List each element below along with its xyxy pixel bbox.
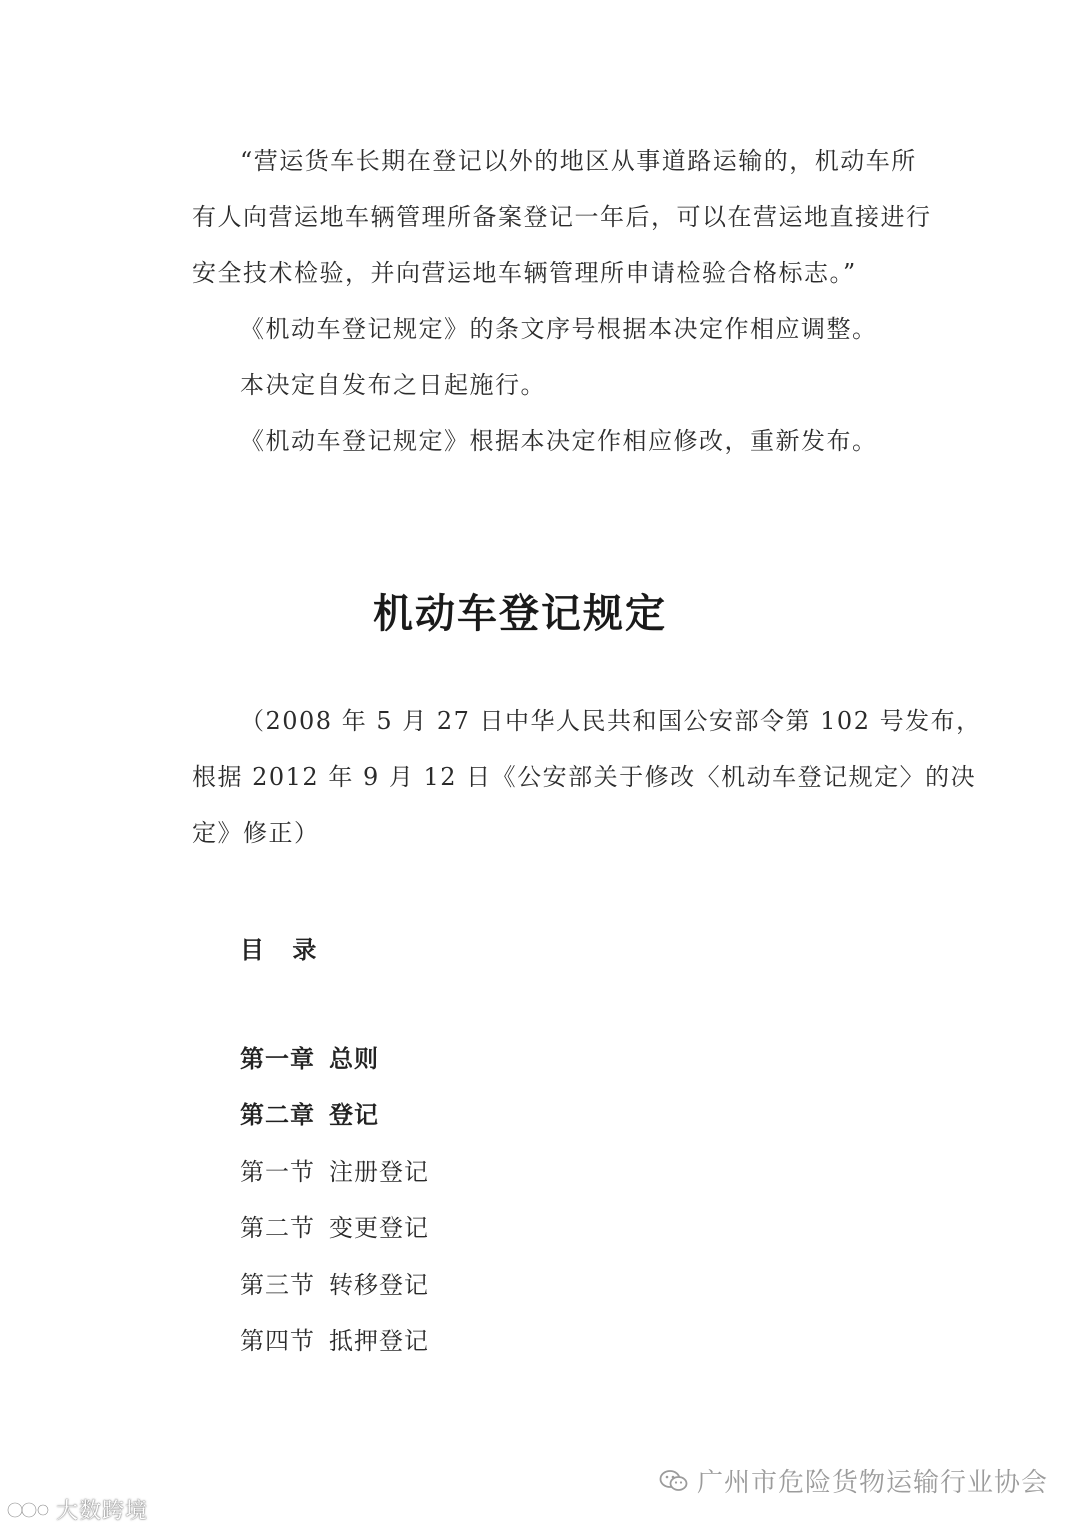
toc-item-title: 抵押登记: [329, 1327, 429, 1355]
toc-item-title: 变更登记: [329, 1214, 429, 1242]
toc-item-number: 第四节: [240, 1327, 315, 1355]
toc-item-number: 第二章: [240, 1101, 315, 1129]
paragraph-line: 《机动车登记规定》根据本决定作相应修改，重新发布。: [240, 427, 878, 455]
document-title: 机动车登记规定: [373, 591, 667, 637]
brand-logo-icon: [6, 1498, 50, 1522]
toc-item-number: 第二节: [240, 1214, 315, 1242]
paragraph-line: “营运货车长期在登记以外的地区从事道路运输的，机动车所: [240, 147, 917, 175]
toc-item: [240, 1326, 429, 1356]
toc-item-title: 注册登记: [329, 1158, 429, 1186]
toc-item: [240, 1270, 429, 1300]
toc-item: [240, 1157, 429, 1187]
toc-item-number: 第三节: [240, 1271, 315, 1299]
wechat-account-watermark: [659, 1462, 1048, 1499]
paragraph-line: 《机动车登记规定》的条文序号根据本决定作相应调整。: [240, 315, 878, 343]
watermark-platform-name: 大数跨境: [56, 1499, 149, 1524]
platform-watermark: [6, 1494, 148, 1525]
issuance-note-line: 根据 2012 年 9 月 12 日《公安部关于修改〈机动车登记规定〉的决: [192, 763, 977, 791]
toc-item-number: 第一节: [240, 1158, 315, 1186]
toc-item-number: 第一章: [240, 1045, 315, 1073]
paragraph-line: 安全技术检验，并向营运地车辆管理所申请检验合格标志。”: [192, 259, 857, 287]
wechat-icon: [659, 1469, 689, 1493]
toc-item: [240, 1213, 429, 1243]
toc-item-title: 转移登记: [329, 1271, 429, 1299]
watermark-account-name: 广州市危险货物运输行业协会: [696, 1468, 1048, 1498]
toc-item-title: 登记: [329, 1101, 379, 1129]
paragraph-line: 有人向营运地车辆管理所备案登记一年后，可以在营运地直接进行: [192, 203, 932, 231]
toc-heading: 目 录: [240, 936, 327, 964]
toc-item: [240, 1044, 379, 1074]
toc-item-title: 总则: [329, 1045, 379, 1073]
issuance-note-line: （2008 年 5 月 27 日中华人民共和国公安部令第 102 号发布，: [240, 707, 982, 735]
paragraph-line: 本决定自发布之日起施行。: [240, 371, 546, 399]
toc-item: [240, 1100, 379, 1130]
issuance-note-line: 定》修正）: [192, 819, 320, 847]
